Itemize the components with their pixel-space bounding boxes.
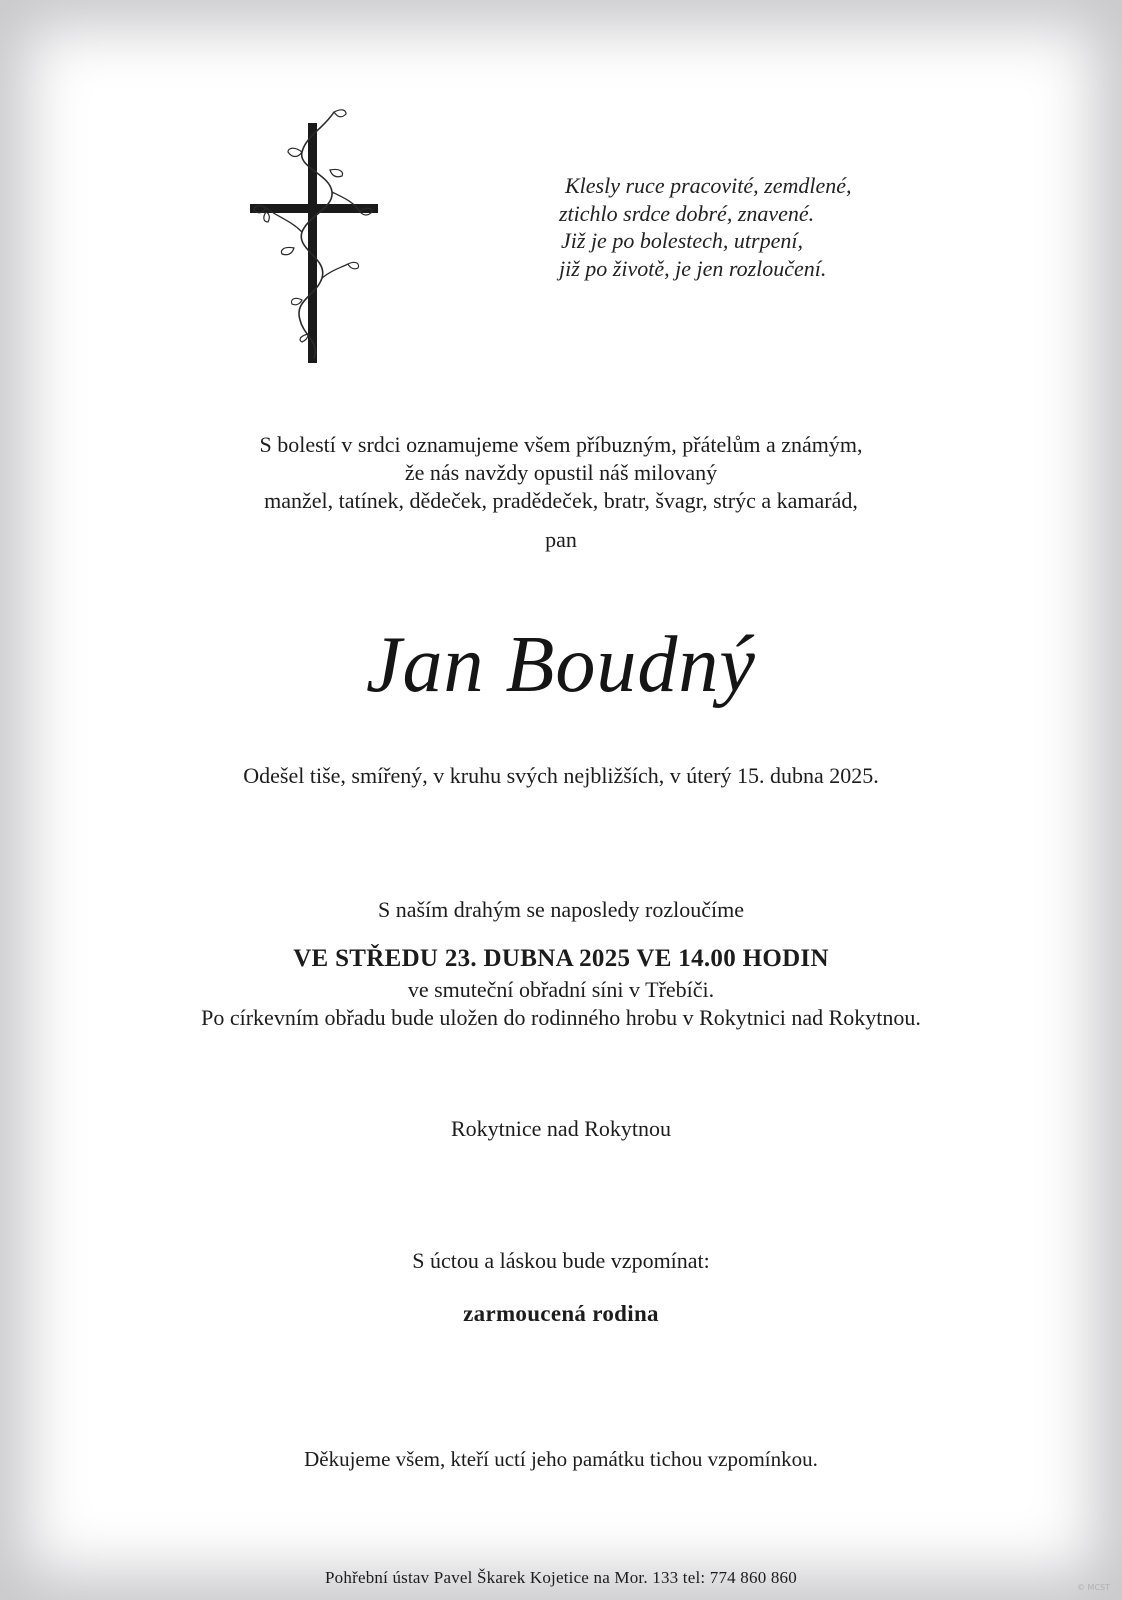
announcement-line: S bolestí v srdci oznamujeme všem příbuzným, přátelům a známým,	[259, 432, 863, 457]
poem-verse	[559, 172, 852, 282]
mourners: zarmoucená rodina	[463, 1301, 659, 1326]
thanks-text: Děkujeme všem, kteří uctí jeho památku tichou vzpomínkou.	[304, 1447, 818, 1471]
funeral-home-footer: Pohřební ústav Pavel Škarek Kojetice na Mor. 133 tel: 774 860 860	[325, 1568, 797, 1587]
verse-line: Klesly ruce pracovité, zemdlené,	[565, 173, 852, 198]
ceremony-datetime: VE STŘEDU 23. DUBNA 2025 VE 14.00 HODIN	[293, 945, 829, 972]
announcement-line: manžel, tatínek, dědeček, pradědeček, bratr, švagr, strýc a kamarád,	[264, 488, 858, 513]
burial-note: Po církevním obřadu bude uložen do rodinného hrobu v Rokytnici nad Rokytnou.	[201, 1005, 921, 1030]
passed-away-text: Odešel tiše, smířený, v kruhu svých nejbližších, v úterý 15. dubna 2025.	[243, 763, 879, 788]
announcement	[0, 431, 1122, 515]
salutation: pan	[545, 527, 577, 552]
announcement-line: že nás navždy opustil náš milovaný	[404, 460, 718, 485]
verse-line: Již je po bolestech, utrpení,	[561, 228, 803, 253]
verse-line: již po životě, je jen rozloučení.	[559, 255, 827, 281]
deceased-name: Jan Boudný	[366, 621, 756, 709]
farewell-intro: S naším drahým se naposledy rozloučíme	[378, 897, 744, 922]
cross-with-vine-icon	[236, 108, 386, 368]
remembrance-intro: S úctou a láskou bude vzpomínat:	[412, 1248, 710, 1273]
town: Rokytnice nad Rokytnou	[451, 1116, 671, 1141]
verse-line: ztichlo srdce dobré, znavené.	[559, 200, 815, 226]
ceremony-place: ve smuteční obřadní síni v Třebíči.	[407, 977, 715, 1002]
copyright-mark: © MCST	[1077, 1583, 1110, 1592]
